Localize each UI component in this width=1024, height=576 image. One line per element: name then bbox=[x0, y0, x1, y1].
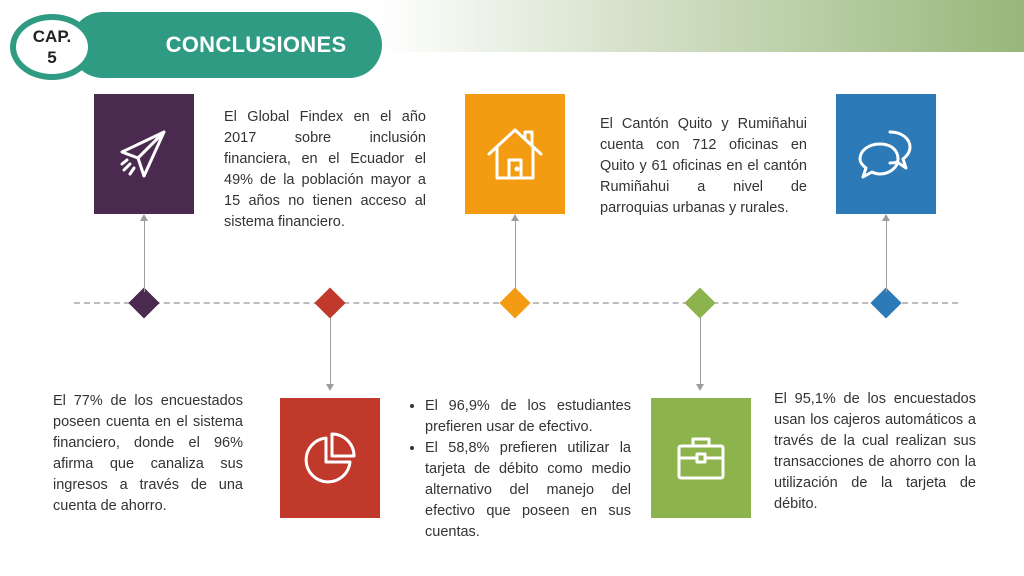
title-banner bbox=[70, 12, 382, 78]
briefcase-icon bbox=[671, 428, 731, 488]
connector-5 bbox=[886, 220, 887, 292]
connector-2 bbox=[330, 318, 331, 384]
connector-4 bbox=[700, 318, 701, 384]
connector-3 bbox=[515, 220, 516, 292]
connector-arrow-4 bbox=[696, 384, 704, 391]
tile-chat-bubbles bbox=[836, 94, 936, 214]
timeline-marker-3 bbox=[499, 287, 530, 318]
connector-arrow-3 bbox=[511, 214, 519, 221]
timeline-marker-5 bbox=[870, 287, 901, 318]
text-block-3 bbox=[403, 396, 631, 543]
tile-paper-plane bbox=[94, 94, 194, 214]
paper-plane-icon bbox=[114, 124, 174, 184]
tile-house bbox=[465, 94, 565, 214]
chapter-number: 5 bbox=[47, 48, 57, 67]
connector-arrow-2 bbox=[326, 384, 334, 391]
house-icon bbox=[483, 122, 547, 186]
timeline-marker-1 bbox=[128, 287, 159, 318]
list-item: • El 96,9% de los estudiantes prefieren usar de efectivo. bbox=[425, 396, 631, 438]
bullet-list bbox=[403, 396, 631, 543]
text-block-4: El Cantón Quito y Rumiñahui cuenta con 712 oficinas en Quito y 61 oficinas en el cantón Rumiñahui a nivel de parroquias urbanas y rurales. bbox=[600, 116, 807, 216]
timeline-marker-4 bbox=[684, 287, 715, 318]
connector-arrow-5 bbox=[882, 214, 890, 221]
header-gradient-bar bbox=[380, 0, 1024, 52]
page-title: CONCLUSIONES bbox=[165, 32, 347, 57]
timeline-marker-2 bbox=[314, 287, 345, 318]
connector-arrow-1 bbox=[140, 214, 148, 221]
text-block-2: El 77% de los encuestados poseen cuenta en el sistema financiero, donde el 96% afirma que canaliza sus ingresos a través de una cuenta de ahorro. bbox=[53, 393, 243, 514]
text-block-5: El 95,1% de los encuestados usan los cajeros automáticos a través de la cual realizan sus transacciones de ahorro con la utilización de la tarjeta de débito. bbox=[774, 391, 976, 512]
pie-chart-icon bbox=[300, 428, 360, 488]
list-item: • El 58,8% prefieren utilizar la tarjeta de débito como medio alternativo del manejo del efectivo que poseen en sus cuentas. bbox=[425, 438, 631, 543]
connector-1 bbox=[144, 220, 145, 292]
chapter-badge bbox=[10, 14, 94, 80]
text-block-1: El Global Findex en el año 2017 sobre inclusión financiera, en el Ecuador el 49% de la población mayor a 15 años no tienen acceso al sistema financiero. bbox=[224, 109, 426, 230]
chapter-label: CAP. bbox=[32, 27, 72, 46]
tile-briefcase bbox=[651, 398, 751, 518]
tile-pie-chart bbox=[280, 398, 380, 518]
chat-bubbles-icon bbox=[854, 122, 918, 186]
